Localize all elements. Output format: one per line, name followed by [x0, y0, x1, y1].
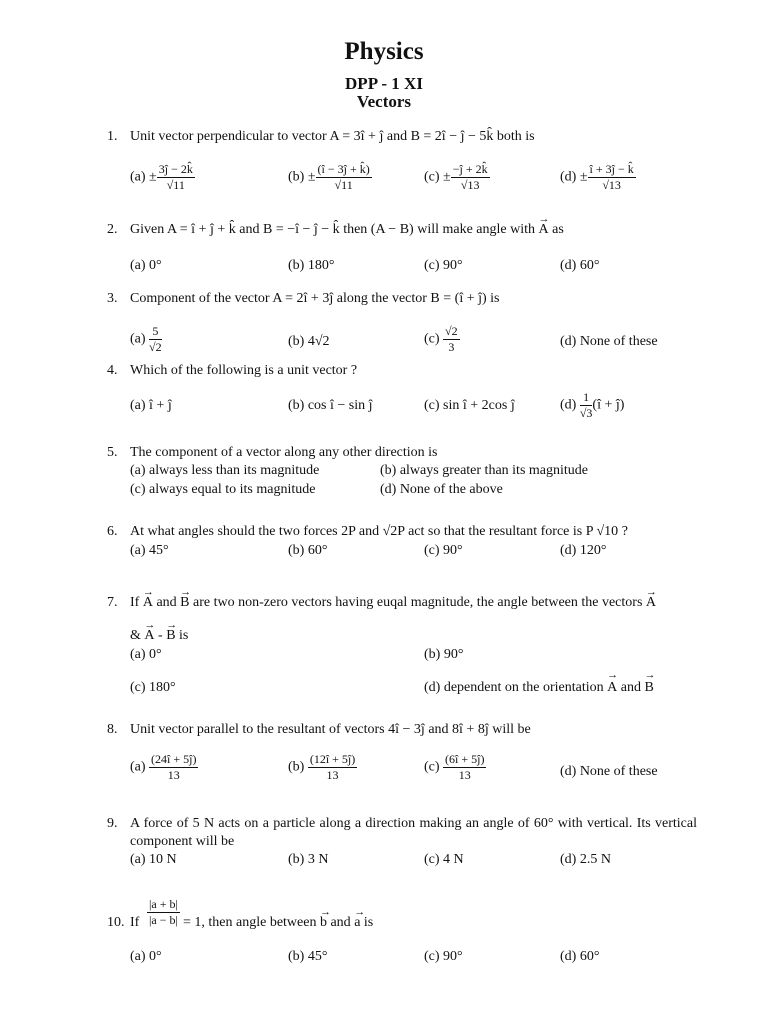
option-a: (a) 45° [130, 543, 169, 558]
vector-symbol: → a [354, 914, 360, 932]
option-b [288, 162, 372, 193]
option-b: (b) cos î − sin ĵ [288, 398, 373, 413]
question-text: and [386, 129, 408, 144]
fraction [588, 162, 636, 193]
question-3 [107, 290, 697, 308]
numerator: 5 [149, 324, 162, 340]
option-label: (c) ± [424, 169, 451, 185]
vector-equation: A = 2î + 3ĵ [272, 291, 334, 306]
option-a [130, 752, 198, 783]
vector-equation: B = −î − ĵ − k̂ [262, 222, 340, 237]
vector-symbol: → B [166, 627, 175, 645]
option-a: (a) î + ĵ [130, 398, 172, 413]
numerator: √2 [445, 324, 458, 338]
option-text: (d) dependent on the orientation [424, 680, 604, 695]
question-text: Which of the following is a unit vector ? [130, 363, 358, 378]
option-d: (d) 60° [560, 949, 600, 964]
vector-equation: B = 2î − ĵ − 5k̂ [410, 129, 494, 144]
option-b: (b) 4√2 [288, 334, 330, 349]
question-text: P act so that the resultant force is P [397, 524, 593, 539]
vector-symbol: → B [644, 680, 653, 696]
option-b: (b) always greater than its magnitude [380, 463, 588, 478]
vector-equation: A = 3î + ĵ [329, 129, 384, 144]
option-c [424, 324, 460, 355]
question-number: 5. [107, 445, 118, 460]
numerator: −ĵ + 2k̂ [452, 162, 488, 176]
option-b: (b) 60° [288, 543, 328, 558]
denominator: √11 [166, 178, 185, 192]
question-text: If [130, 915, 140, 930]
option-d [560, 162, 636, 193]
vector-symbol: → A [646, 594, 656, 612]
option-d: (d) None of these [560, 334, 658, 349]
question-2 [107, 221, 697, 239]
option-label: (b) [288, 759, 305, 775]
denominator: 13 [167, 768, 180, 782]
vector-symbol: → A [539, 221, 549, 239]
denominator: √3 [579, 406, 593, 420]
vector-expression: 8î + 8ĵ [452, 722, 489, 737]
option-d: (d) 120° [560, 543, 607, 558]
option-c: (c) always equal to its magnitude [130, 482, 316, 497]
question-number: 9. [107, 816, 118, 831]
vector-symbol: → b [320, 914, 327, 932]
question-text: is [363, 915, 374, 930]
page-subtitle: DPP - 1 XI [345, 74, 423, 93]
option-label: (a) ± [130, 169, 157, 185]
option-a: (a) 10 N [130, 852, 177, 867]
denominator: √11 [334, 178, 353, 192]
question-number: 4. [107, 363, 118, 378]
option-label: (d) [560, 397, 577, 413]
option-d: (d) 60° [560, 258, 600, 273]
question-4 [107, 362, 697, 380]
option-b [288, 752, 357, 783]
option-label: (a) [130, 759, 146, 775]
fraction [157, 162, 195, 193]
option-c: (c) 90° [424, 949, 463, 964]
question-text: and [428, 722, 449, 737]
option-label: (b) ± [288, 169, 316, 185]
question-text: is [179, 628, 189, 643]
question-5 [107, 444, 697, 462]
option-b: (b) 90° [424, 647, 464, 662]
fraction [149, 752, 198, 783]
vector-expression: 4î − 3ĵ [388, 722, 425, 737]
question-number: 2. [107, 222, 118, 237]
vector-symbol: → B [180, 594, 189, 612]
question-text: then [343, 222, 368, 237]
question-text: Unit vector perpendicular to vector [130, 129, 327, 144]
question-text: Unit vector parallel to the resultant of vectors [130, 722, 385, 737]
question-text: will be [492, 722, 531, 737]
question-text: Component of the vector [130, 291, 270, 306]
option-label: (a) [130, 331, 146, 347]
question-text: & [130, 628, 141, 643]
option-a: (a) 0° [130, 949, 162, 964]
question-text: If [130, 595, 140, 610]
vector-equation: B = (î + ĵ) [430, 291, 487, 306]
question-1 [107, 128, 697, 146]
option-c: (c) 90° [424, 258, 463, 273]
numerator: (6î + 5ĵ) [445, 752, 485, 766]
question-number: 8. [107, 722, 118, 737]
fraction [147, 897, 180, 928]
denominator: |a − b| [149, 913, 178, 927]
page-title: Physics [344, 38, 424, 65]
option-b: (b) 3 N [288, 852, 329, 867]
denominator: 13 [326, 768, 339, 782]
numerator: (24î + 5ĵ) [151, 752, 197, 766]
denominator: 13 [458, 768, 471, 782]
option-a: (a) 0° [130, 647, 162, 662]
option-b: (b) 180° [288, 258, 335, 273]
numerator: |a + b| [149, 897, 178, 911]
question-number: 6. [107, 524, 118, 539]
question-9 [107, 815, 697, 851]
sqrt-value: √10 [596, 524, 619, 539]
question-text: At what angles should the two forces 2P and [130, 524, 380, 539]
option-d: (d) None of these [560, 764, 658, 779]
option-c [424, 752, 486, 783]
option-text: and [620, 680, 641, 695]
question-text: Given [130, 222, 165, 237]
question-text: and [330, 915, 351, 930]
option-d [424, 680, 654, 696]
option-a: (a) 0° [130, 258, 162, 273]
option-label: (d) ± [560, 169, 588, 185]
question-text: along the vector [336, 291, 427, 306]
question-6 [107, 523, 697, 541]
question-text: A force of 5 N acts on a particle along a direction making an angle of 60° with vertical. Its vertical component will be [130, 816, 697, 849]
numerator: î + 3ĵ − k̂ [589, 162, 634, 176]
denominator: √13 [460, 178, 480, 192]
vector-symbol: → A [607, 680, 617, 696]
option-d: (d) 2.5 N [560, 852, 611, 867]
fraction [443, 752, 486, 783]
option-a [130, 162, 195, 193]
question-text: = 1, then angle between [183, 915, 317, 930]
fraction [580, 390, 593, 421]
sqrt-value: √2 [382, 524, 398, 539]
question-text: and [239, 222, 260, 237]
option-label: (c) [424, 759, 440, 775]
option-label: (c) [424, 331, 440, 347]
option-tail: (î + ĵ) [592, 397, 625, 413]
question-text: ? [621, 524, 628, 539]
option-a [130, 324, 162, 355]
option-c [424, 162, 490, 193]
option-c: (c) 90° [424, 543, 463, 558]
question-number: 10. [107, 915, 125, 930]
question-8 [107, 721, 697, 739]
numerator: 1 [580, 390, 593, 406]
numerator: (12î + 5ĵ) [309, 752, 356, 766]
vector-symbol: → A [143, 594, 153, 612]
question-text: and [156, 595, 177, 610]
denominator: √13 [602, 178, 621, 192]
question-7 [107, 594, 707, 612]
option-c: (c) sin î + 2cos ĵ [424, 398, 515, 413]
option-c: (c) 4 N [424, 852, 464, 867]
denominator: 3 [448, 340, 455, 354]
question-text: - [158, 628, 163, 643]
question-text: as [552, 222, 564, 237]
question-text: The component of a vector along any other direction is [130, 445, 438, 460]
vector-symbol: → A [144, 627, 154, 645]
option-a: (a) always less than its magnitude [130, 463, 320, 478]
question-number: 1. [107, 129, 118, 144]
option-c: (c) 180° [130, 680, 176, 695]
question-7-line2 [107, 627, 697, 645]
denominator: √2 [149, 340, 162, 354]
vector-equation: A = î + ĵ + k̂ [166, 222, 236, 237]
fraction [316, 162, 372, 193]
option-d [560, 390, 624, 421]
question-number: 7. [107, 595, 118, 610]
vector-difference: (A − B) [370, 222, 414, 237]
option-d: (d) None of the above [380, 482, 503, 497]
page-topic: Vectors [356, 92, 412, 111]
fraction [451, 162, 490, 193]
fraction [308, 752, 357, 783]
fraction [443, 324, 460, 355]
question-text: both is [496, 129, 535, 144]
numerator: 3ĵ − 2k̂ [158, 162, 193, 176]
question-text: is [490, 291, 500, 306]
option-b: (b) 45° [288, 949, 328, 964]
question-number: 3. [107, 291, 118, 306]
question-text: are two non-zero vectors having euqal magnitude, the angle between the vectors [193, 595, 643, 610]
question-text: will make angle with [417, 222, 536, 237]
fraction [149, 324, 162, 355]
numerator: (î − 3ĵ + k̂) [317, 162, 370, 176]
